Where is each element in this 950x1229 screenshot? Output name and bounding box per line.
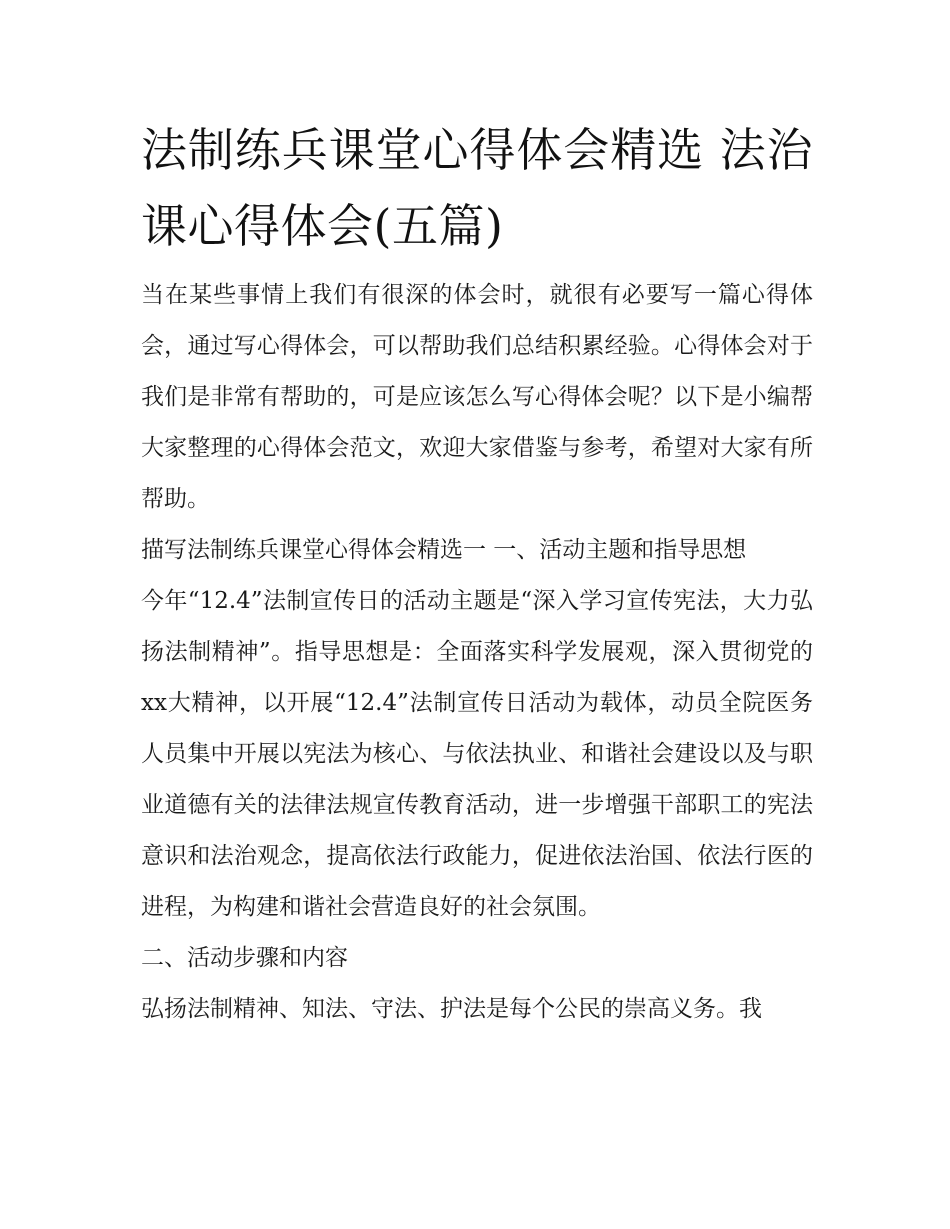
theme-paragraph: 今年“12.4”法制宣传日的活动主题是“深入学习宣传宪法，大力弘扬法制精神”。指导思想是：全面落实科学发展观，深入贯彻党的xx大精神，以开展“12.4”法制宣传日活动为载体，动员全院医务人员集中开展以宪法为核心、与依法执业、和谐社会建设以及与职业道德有关的法律法规宣传教育活动，进一步增强干部职工的宪法意识和法治观念，提高依法行政能力，促进依法治国、依法行医的进程，为构建和谐社会营造良好的社会氛围。 <box>141 588 813 920</box>
document-title: 法制练兵课堂心得体会精选 法治课心得体会(五篇) <box>141 123 813 253</box>
section-one-heading: 描写法制练兵课堂心得体会精选一 一、活动主题和指导思想 <box>141 537 747 563</box>
section-two-heading: 二、活动步骤和内容 <box>141 945 348 971</box>
intro-paragraph: 当在某些事情上我们有很深的体会时，就很有必要写一篇心得体会，通过写心得体会，可以帮助我们总结积累经验。心得体会对于我们是非常有帮助的，可是应该怎么写心得体会呢？以下是小编帮大家整理的心得体会范文，欢迎大家借鉴与参考，希望对大家有所帮助。 <box>141 282 813 512</box>
content-paragraph: 弘扬法制精神、知法、守法、护法是每个公民的崇高义务。我 <box>141 996 762 1022</box>
document-body <box>141 112 813 1035</box>
